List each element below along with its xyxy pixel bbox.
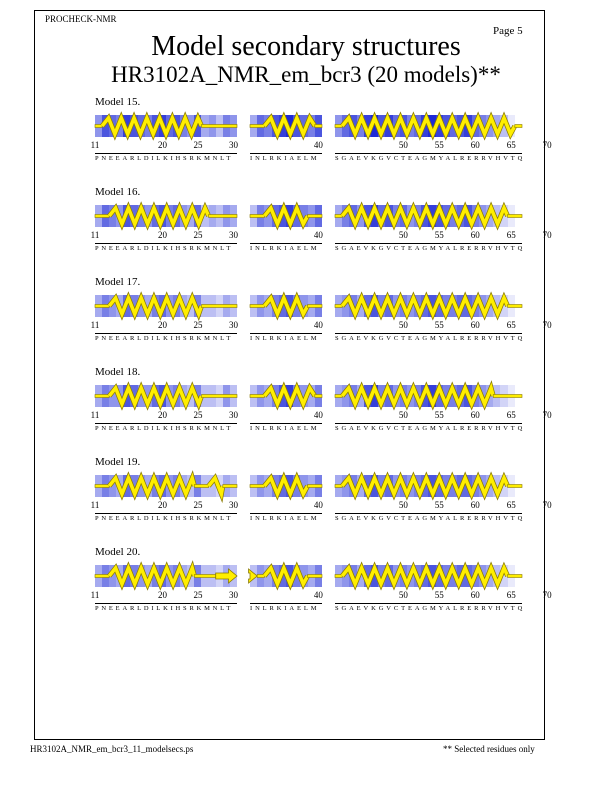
sequence-text: PNEEARLDILKIHSRKMNLT [95, 515, 234, 522]
coil-band [194, 485, 208, 488]
coil-band [95, 575, 109, 578]
residue-number-tick: 40 [313, 410, 323, 420]
residue-number-tick: 30 [228, 140, 238, 150]
sequence-rule [250, 153, 322, 154]
sequence-text: SGAEVKGVCTEAGMYALRERRVHVTQ [335, 335, 526, 342]
footer-filename: HR3102A_NMR_em_bcr3_11_modelsecs.ps [30, 744, 194, 754]
sequence-text: INLRKIAELM [250, 605, 320, 612]
page-subtitle: HR3102A_NMR_em_bcr3 (20 models)** [111, 62, 501, 87]
ss-track [250, 295, 322, 317]
ss-track [335, 565, 522, 587]
ss-track [335, 385, 522, 407]
sequence-rule [335, 333, 522, 334]
residue-number-tick: 50 [398, 320, 408, 330]
sequence-rule [95, 423, 237, 424]
ss-track [250, 565, 322, 587]
helix-mark [264, 568, 307, 584]
ss-track [95, 565, 237, 587]
model-title: Model 17. [95, 276, 141, 288]
model-block [0, 276, 612, 366]
coil-band [209, 215, 237, 218]
residue-number-tick: 30 [228, 590, 238, 600]
sequence-text: PNEEARLDILKIHSRKMNLT [95, 245, 234, 252]
coil-band [250, 395, 264, 398]
coil-band [95, 395, 109, 398]
residue-number-tick: 11 [90, 320, 100, 330]
helix-mark [264, 298, 307, 314]
coil-band [308, 575, 322, 578]
helix-mark [102, 118, 201, 134]
residue-number-tick: 70 [542, 500, 552, 510]
residue-number-tick: 25 [193, 590, 203, 600]
sequence-rule [95, 153, 237, 154]
residue-number-tick: 40 [313, 230, 323, 240]
residue-number-tick: 40 [313, 140, 323, 150]
sequence-rule [250, 333, 322, 334]
sequence-text: PNEEARLDILKIHSRKMNLT [95, 425, 234, 432]
residue-number-tick: 20 [157, 590, 167, 600]
residue-number-tick: 55 [434, 140, 444, 150]
sequence-text: SGAEVKGVCTEAGMYALRERRVHVTQ [335, 245, 526, 252]
sequence-text: PNEEARLDILKIHSRKMNLT [95, 155, 234, 162]
model-title: Model 18. [95, 366, 141, 378]
residue-number-tick: 70 [542, 320, 552, 330]
model-title: Model 19. [95, 456, 141, 468]
sequence-rule [335, 603, 522, 604]
sequence-text: INLRKIAELM [250, 245, 320, 252]
ss-track [95, 115, 237, 137]
residue-number-tick: 65 [506, 500, 516, 510]
sequence-rule [250, 603, 322, 604]
model-title: Model 16. [95, 186, 141, 198]
coil-band [308, 485, 322, 488]
footer-footnote: ** Selected residues only [443, 744, 535, 754]
coil-band [202, 395, 238, 398]
residue-number-tick: 60 [470, 410, 480, 420]
coil-band [250, 215, 264, 218]
residue-number-tick: 70 [542, 230, 552, 240]
residue-number-tick: 60 [470, 590, 480, 600]
sequence-text: INLRKIAELM [250, 515, 320, 522]
ss-track [250, 205, 322, 227]
residue-number-tick: 11 [90, 410, 100, 420]
coil-band [194, 575, 215, 578]
ss-track [95, 205, 237, 227]
sequence-rule [95, 603, 237, 604]
residue-number-tick: 50 [398, 230, 408, 240]
coil-band [202, 125, 238, 128]
model-title: Model 20. [95, 546, 141, 558]
sequence-text: SGAEVKGVCTEAGMYALRERRVHVTQ [335, 515, 526, 522]
ss-track [335, 205, 522, 227]
coil-band [202, 305, 238, 308]
coil-band [315, 395, 322, 398]
coil-band [508, 215, 522, 218]
helix-mark [264, 208, 307, 224]
model-block [0, 456, 612, 546]
sequence-rule [250, 243, 322, 244]
ss-track [95, 295, 237, 317]
ss-track [250, 475, 322, 497]
helix-mark [109, 478, 194, 494]
ss-track [250, 115, 322, 137]
residue-number-tick: 65 [506, 230, 516, 240]
page-title: Model secondary structures [151, 31, 461, 62]
residue-number-tick: 30 [228, 230, 238, 240]
sequence-rule [335, 243, 522, 244]
sequence-text: INLRKIAELM [250, 335, 320, 342]
coil-band [250, 305, 264, 308]
residue-number-tick: 25 [193, 500, 203, 510]
residue-number-tick: 30 [228, 500, 238, 510]
coil-band [308, 305, 322, 308]
coil-band [223, 485, 237, 488]
sequence-rule [95, 333, 237, 334]
coil-band [508, 485, 522, 488]
residue-number-tick: 40 [313, 500, 323, 510]
residue-number-tick: 55 [434, 500, 444, 510]
ss-track [335, 295, 522, 317]
sequence-text: INLRKIAELM [250, 425, 320, 432]
residue-number-tick: 25 [193, 410, 203, 420]
residue-number-tick: 25 [193, 230, 203, 240]
residue-number-tick: 40 [313, 590, 323, 600]
coil-band [250, 485, 264, 488]
residue-number-tick: 25 [193, 320, 203, 330]
sequence-rule [335, 423, 522, 424]
strand-arrow [249, 569, 258, 583]
residue-number-tick: 30 [228, 410, 238, 420]
residue-number-tick: 55 [434, 320, 444, 330]
sequence-rule [95, 513, 237, 514]
coil-band [493, 395, 522, 398]
coil-band [250, 125, 264, 128]
model-title: Model 15. [95, 96, 141, 108]
residue-number-tick: 70 [542, 590, 552, 600]
residue-number-tick: 40 [313, 320, 323, 330]
sequence-text: SGAEVKGVCTEAGMYALRERRVHVTQ [335, 605, 526, 612]
residue-number-tick: 55 [434, 410, 444, 420]
residue-number-tick: 50 [398, 590, 408, 600]
coil-band [95, 485, 109, 488]
coil-band [95, 305, 109, 308]
model-block [0, 366, 612, 456]
sequence-rule [335, 513, 522, 514]
strand-arrow [216, 569, 237, 583]
coil-band [508, 575, 522, 578]
coil-band [95, 215, 109, 218]
ss-track [335, 475, 522, 497]
residue-number-tick: 55 [434, 590, 444, 600]
residue-number-tick: 11 [90, 500, 100, 510]
residue-number-tick: 65 [506, 410, 516, 420]
residue-number-tick: 25 [193, 140, 203, 150]
residue-number-tick: 65 [506, 320, 516, 330]
residue-number-tick: 70 [542, 410, 552, 420]
residue-number-tick: 20 [157, 500, 167, 510]
coil-band [515, 125, 522, 128]
sequence-text: PNEEARLDILKIHSRKMNLT [95, 335, 234, 342]
residue-number-tick: 60 [470, 230, 480, 240]
residue-number-tick: 11 [90, 140, 100, 150]
ss-track [250, 385, 322, 407]
sequence-text: PNEEARLDILKIHSRKMNLT [95, 605, 234, 612]
residue-number-tick: 65 [506, 140, 516, 150]
model-block [0, 546, 612, 636]
residue-number-tick: 11 [90, 590, 100, 600]
residue-number-tick: 50 [398, 140, 408, 150]
helix-mark [264, 478, 307, 494]
page-number: Page 5 [493, 25, 523, 37]
sequence-rule [250, 513, 322, 514]
model-block [0, 186, 612, 276]
residue-number-tick: 20 [157, 140, 167, 150]
sequence-rule [250, 423, 322, 424]
sequence-rule [95, 243, 237, 244]
helix-mark [109, 208, 208, 224]
residue-number-tick: 50 [398, 410, 408, 420]
residue-number-tick: 30 [228, 320, 238, 330]
program-name: PROCHECK-NMR [45, 14, 117, 24]
coil-band [315, 125, 322, 128]
sequence-text: INLRKIAELM [250, 155, 320, 162]
residue-number-tick: 60 [470, 140, 480, 150]
residue-number-tick: 65 [506, 590, 516, 600]
residue-number-tick: 20 [157, 230, 167, 240]
residue-number-tick: 70 [542, 140, 552, 150]
residue-number-tick: 11 [90, 230, 100, 240]
helix-mark [109, 568, 194, 584]
sequence-rule [335, 153, 522, 154]
coil-band [308, 215, 322, 218]
ss-track [335, 115, 522, 137]
residue-number-tick: 60 [470, 320, 480, 330]
residue-number-tick: 20 [157, 320, 167, 330]
ss-track [95, 475, 237, 497]
residue-number-tick: 20 [157, 410, 167, 420]
model-block [0, 96, 612, 186]
ss-track [95, 385, 237, 407]
coil-band [508, 305, 522, 308]
helix-mark [342, 118, 515, 134]
sequence-text: SGAEVKGVCTEAGMYALRERRVHVTQ [335, 155, 526, 162]
residue-number-tick: 55 [434, 230, 444, 240]
residue-number-tick: 50 [398, 500, 408, 510]
residue-number-tick: 60 [470, 500, 480, 510]
sequence-text: SGAEVKGVCTEAGMYALRERRVHVTQ [335, 425, 526, 432]
